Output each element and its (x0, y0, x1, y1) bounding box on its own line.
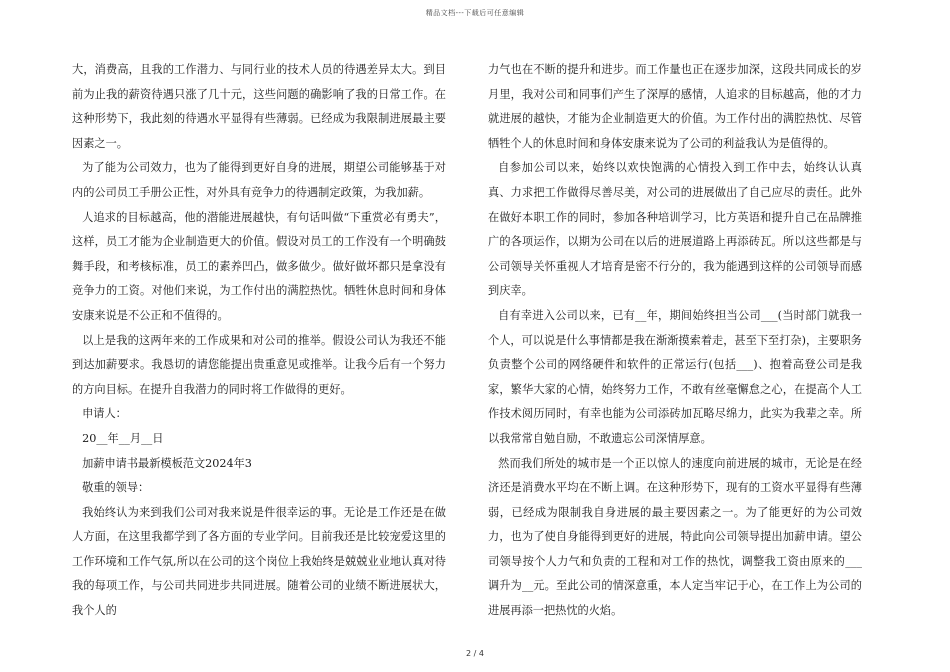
salutation: 敬重的领导： (82, 481, 150, 495)
section-title: 加薪申请书最新模板范文2024年3 (82, 456, 252, 470)
paragraph: 自参加公司以来，始终以欢快饱满的心情投入到工作中去，始终认认真真、力求把工作做得尽善尽美，对公司的进展做出了自己应尽的责任。此外在做好本职工作的同时，参加各种培训学习，比方英语和提升自己在品牌推广的各项运作，以期为公司在以后的进展道路上再添砖瓦。所以这些都是与公司领导关怀重视人才培育是密不行分的，我为能遇到这样的公司领导而感到庆幸。 (488, 161, 862, 298)
applicant-label: 申请人： (82, 407, 127, 421)
right-column (488, 58, 862, 624)
page-number: 2 / 4 (466, 649, 484, 658)
paragraph: 然而我们所处的城市是一个正以惊人的速度向前进展的城市，无论是在经济还是消费水平均在不断上调。在这种形势下，现有的工资水平显得有些薄弱，已经成为限制我自身进展的最主要因素之一。为了能更好的为公司效力，也为了使自身能得到更好的进展，特此向公司领导提出加薪申请。望公司领导按个人力气和负责的工程和对工作的热忱，调整我工资由原来的___调升为__元。至此公司的情深意重，本人定当牢记于心，在工作上为公司的进展再添一把热忱的火焰。 (488, 456, 862, 618)
date-line: 20__年__月__日 (82, 431, 164, 445)
paragraph: 人追求的目标越高，他的潜能进展越快，有句话叫做“下重赏必有勇夫”，这样，员工才能为企业制造更大的价值。假设对员工的工作没有一个明确鼓舞手段，和考核标准，员工的素养凹凸，做多做少。做好做坏都只是拿没有竞争力的工资。对他们来说，为工作付出的满腔热忱。牺牲休息时间和身体安康来说是不公正和不值得的。 (72, 210, 446, 322)
paragraph: 自有幸进入公司以来，已有__年，期间始终担当公司___(当时部门就我一个人，可以说是什么事情都是我在渐渐摸索着走，甚至下至打杂)，主要职务负责整个公司的网络硬件和软件的正常运行(包括___)、抱着高登公司是我家，繁华大家的心情，始终努力工作，不敢有丝毫懈怠之心，在提高个人工作技术阅历同时，有幸也能为公司添砖加瓦略尽绵力，此实为我辈之幸。所以我常常自勉自励，不敢遗忘公司深情厚意。 (488, 308, 862, 445)
paragraph: 以上是我的这两年来的工作成果和对公司的推举。假设公司认为我还不能到达加薪要求。我恳切的请您能提出贵重意见或推举。让我今后有一个努力的方向目标。在提升自我潜力的同时将工作做得的更好。 (72, 333, 446, 396)
paragraph: 大，消费高，且我的工作潜力、与同行业的技术人员的待遇差异太大。到目前为止我的薪资待遇只涨了几十元，这些问题的确影响了我的日常工作。在这种形势下，我此刻的待遇水平显得有些薄弱。已经成为我限制进展最主要因素之一。 (72, 63, 446, 150)
page-header: 精品文档---下载后可任意编辑 (425, 9, 525, 17)
left-column (72, 58, 446, 624)
paragraph: 为了能为公司效力，也为了能得到更好自身的进展，期望公司能够基于对内的公司员工手册公正性，对外具有竞争力的待遇制定政策，为我加薪。 (72, 161, 446, 199)
paragraph: 我始终认为来到我们公司对我来说是件很幸运的事。无论是工作还是在做人方面，在这里我都学到了各方面的专业学问。目前我还是比较宠爱这里的工作环境和工作气氛,所以在公司的这个岗位上我始终是兢兢业业地认真对待我的每项工作，与公司共同进步共同进展。随着公司的业绩不断进展状大，我个人的 (72, 505, 446, 618)
paragraph: 力气也在不断的提升和进步。而工作量也正在逐步加深，这段共同成长的岁月里，我对公司和同事们产生了深厚的感情，人追求的目标越高，他的才力就进展的越快，才能为企业制造更大的价值。为工作付出的满腔热忱、尽管牺牲个人的休息时间和身体安康来说为了公司的利益我认为是值得的。 (488, 63, 862, 150)
